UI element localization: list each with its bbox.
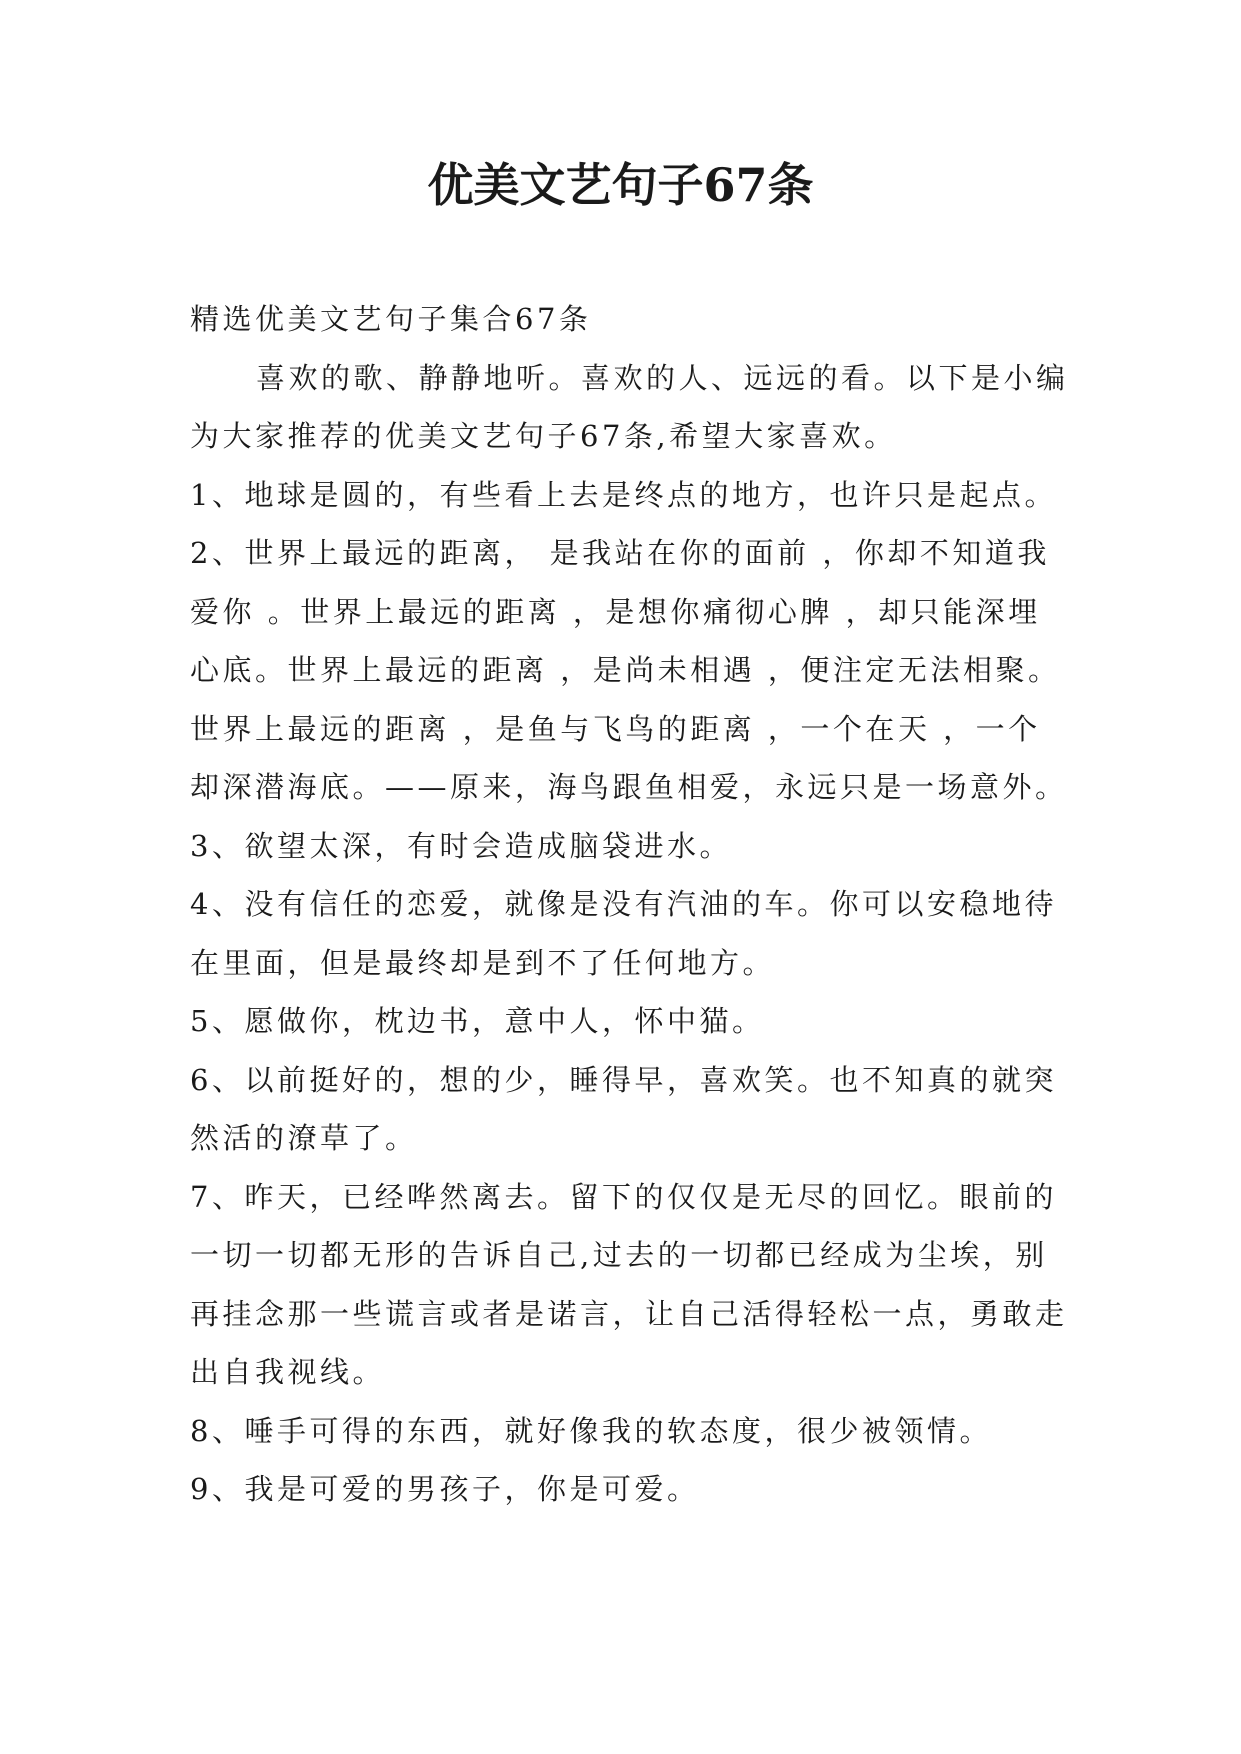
- document-body: [190, 290, 1070, 1519]
- list-item-4: 4、没有信任的恋爱，就像是没有汽油的车。你可以安稳地待在里面，但是最终却是到不了任何地方。: [190, 887, 1057, 980]
- list-item-2: 2、世界上最远的距离， 是我站在你的面前 ，你却不知道我爱你 。世界上最远的距离 ，是想你痛彻心脾 ，却只能深埋心底。世界上最远的距离 ，是尚未相遇 ，便注定无法相聚。世界上最远的距离 ，是鱼与飞鸟的距离 ，一个在天 ，一个却深潜海底。——原来，海鸟跟鱼相爱，永远只是一场意外。: [190, 536, 1068, 804]
- list-item-6: 6、以前挺好的，想的少，睡得早，喜欢笑。也不知真的就突然活的潦草了。: [190, 1062, 1057, 1155]
- paragraph-subtitle: 精选优美文艺句子集合67条: [190, 302, 592, 336]
- list-item-1: 1、地球是圆的，有些看上去是终点的地方，也许只是起点。: [190, 477, 1057, 512]
- list-item-3: 3、欲望太深，有时会造成脑袋进水。: [190, 828, 732, 863]
- list-item-7: 7、昨天，已经哗然离去。留下的仅仅是无尽的回忆。眼前的一切一切都无形的告诉自己,过去的一切都已经成为尘埃，别再挂念那一些谎言或者是诺言，让自己活得轻松一点，勇敢走出自我视线。: [190, 1179, 1068, 1389]
- list-item-8: 8、唾手可得的东西，就好像我的软态度，很少被领情。: [190, 1413, 992, 1448]
- document-title: 优美文艺句子67条: [427, 158, 814, 212]
- paragraph-intro: 喜欢的歌、静静地听。喜欢的人、远远的看。以下是小编为大家推荐的优美文艺句子67条,希望大家喜欢。: [190, 360, 1069, 453]
- list-item-5: 5、愿做你，枕边书，意中人，怀中猫。: [190, 1004, 765, 1038]
- list-item-9: 9、我是可爱的男孩子，你是可爱。: [190, 1472, 700, 1506]
